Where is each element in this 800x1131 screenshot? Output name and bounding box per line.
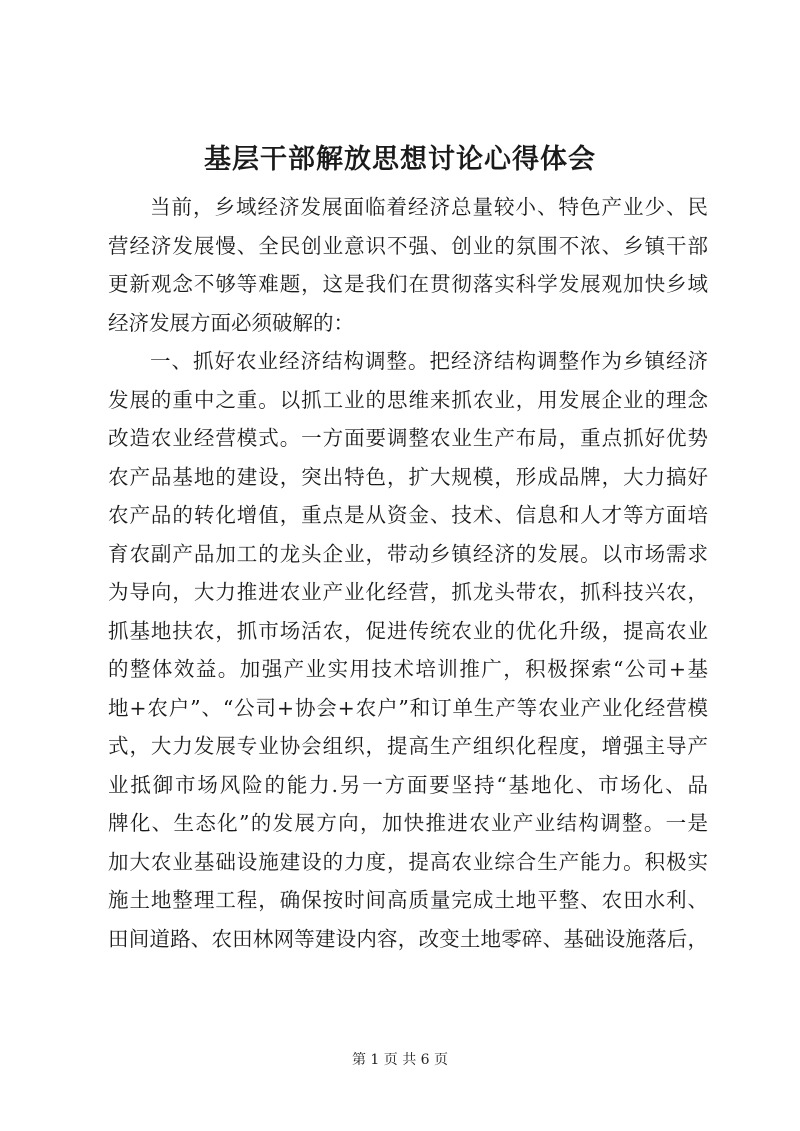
body-line: 育农副产品加工的龙头企业，带动乡镇经济的发展。以市场需求 — [108, 541, 708, 566]
body-line: 业抵御市场风险的能力.另一方面要坚持“基地化、市场化、品 — [108, 772, 708, 797]
body-line: 经济发展方面必须破解的： — [108, 310, 354, 335]
body-line: 农产品基地的建设，突出特色，扩大规模，形成品牌，大力搞好 — [108, 464, 708, 489]
body-line: 营经济发展慢、全民创业意识不强、创业的氛围不浓、乡镇干部 — [108, 233, 708, 258]
body-line: 为导向，大力推进农业产业化经营，抓龙头带农，抓科技兴农， — [108, 580, 708, 604]
body-line: 牌化、生态化”的发展方向，加快推进农业产业结构调整。一是 — [108, 811, 708, 835]
body-line: 加大农业基础设施建设的力度，提高农业综合生产能力。积极实 — [108, 849, 708, 874]
body-line: 当前，乡域经济发展面临着经济总量较小、特色产业少、民 — [150, 195, 708, 219]
body-line: 一、抓好农业经济结构调整。把经济结构调整作为乡镇经济 — [150, 349, 708, 373]
body-line: 农产品的转化增值，重点是从资金、技术、信息和人才等方面培 — [108, 503, 708, 527]
document-body — [108, 188, 708, 958]
body-line: 施土地整理工程，确保按时间高质量完成土地平整、农田水利、 — [108, 888, 708, 912]
body-line: 的整体效益。加强产业实用技术培训推广，积极探索“公司+基 — [108, 657, 708, 681]
body-line: 式，大力发展专业协会组织，提高生产组织化程度，增强主导产 — [108, 734, 708, 758]
body-line: 地+农户”、“公司+协会+农户”和订单生产等农业产业化经营模 — [108, 695, 708, 720]
body-line: 发展的重中之重。以抓工业的思维来抓农业，用发展企业的理念 — [108, 387, 708, 412]
body-line: 抓基地扶农，抓市场活农，促进传统农业的优化升级，提高农业 — [108, 618, 708, 643]
document-title: 基层干部解放思想讨论心得体会 — [204, 144, 596, 175]
body-line: 田间道路、农田林网等建设内容，改变土地零碎、基础设施落后， — [108, 926, 708, 951]
page-footer: 第 1 页 共 6 页 — [351, 1052, 449, 1068]
body-line: 改造农业经营模式。一方面要调整农业生产布局，重点抓好优势 — [108, 426, 708, 450]
body-line: 更新观念不够等难题，这是我们在贯彻落实科学发展观加快乡域 — [108, 272, 708, 296]
